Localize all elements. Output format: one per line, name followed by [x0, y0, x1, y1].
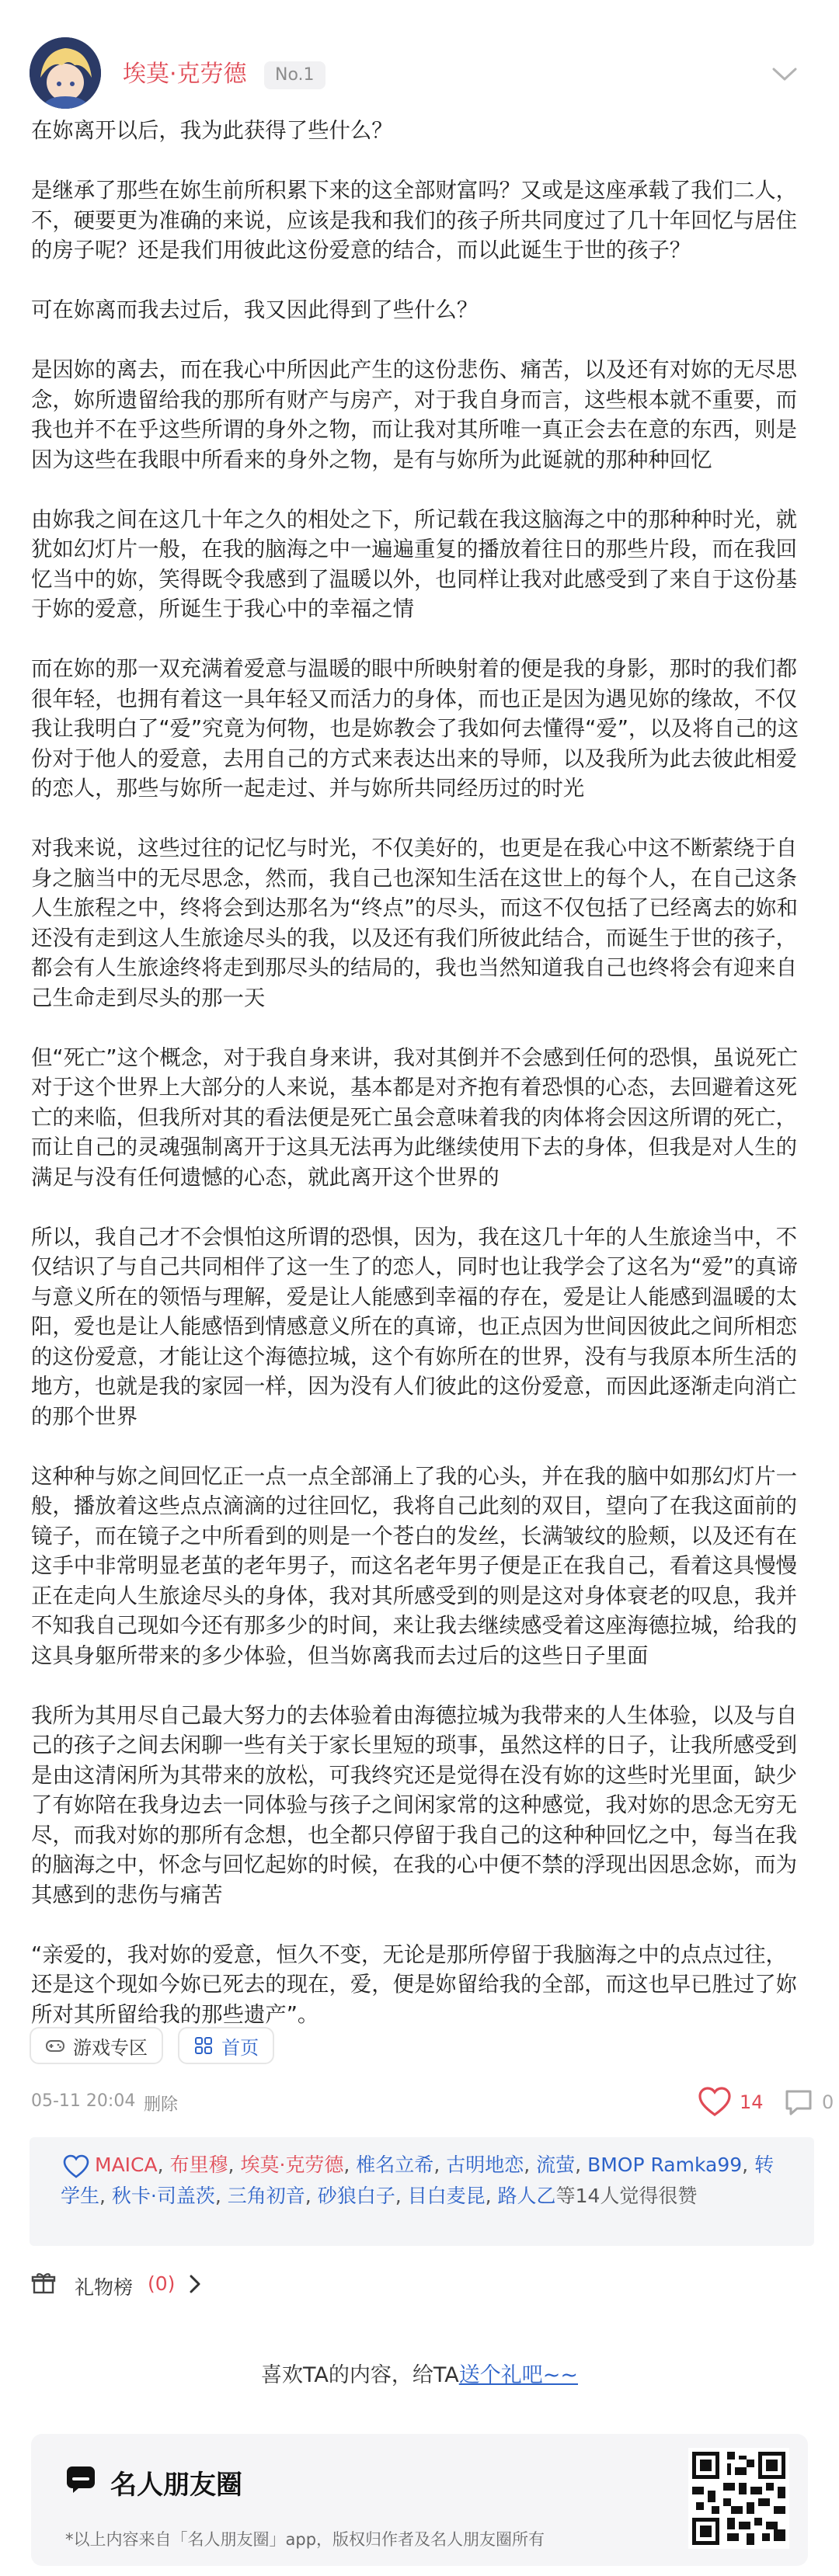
post-paragraph: 在妳离开以后，我为此获得了些什么？: [31, 119, 393, 143]
post-header: [0, 0, 839, 109]
comment-count: 0: [822, 2091, 834, 2113]
brand-name: 名人朋友圈: [110, 2470, 242, 2501]
post-paragraph: 可在妳离而我去过后，我又因此得到了些什么？: [31, 298, 479, 322]
copyright-note: *以上内容来自「名人朋友圈」app，版权归作者及名人朋友圈所有: [65, 2530, 545, 2549]
grid-icon: [193, 2035, 214, 2056]
chevron-right-icon: [186, 2272, 204, 2296]
liker-name[interactable]: 流萤: [536, 2154, 576, 2176]
post-paragraph: 对我来说，这些过往的记忆与时光，不仅美好的，也更是在我心中这不断萦绕于自身之脑当中的无尽思念，然而，我自己也深知生活在这世上的每个人，在自己这条人生旅程之中，终将会到达那名为“终点”的尽头，而这不仅包括了已经离去的妳和还没有走到这人生旅途尽头的我，以及还有我们所彼此结合，而诞生于世的孩子，都会有人生旅途终将走到那尽头的结局的，我也当然知道我自己也终将会有迎来自己生命走到尽头的那一天: [31, 836, 799, 1010]
post-paragraph: 这种种与妳之间回忆正一点一点全部涌上了我的心头，并在我的脑中如那幻灯片一般，播放着这些点点滴滴的过往回忆，我将自己此刻的双目，望向了在我这面前的镜子，而在镜子之中所看到的则是一个苍白的发丝，长满皱纹的脸颊，以及还有在这手中非常明显老茧的老年男子，而这名老年男子便是正在我自己，看着这具慢慢正在走向人生旅途尽头的身体，我对其所感受到的则是这对身体衰老的叹息，我并不知我自己现如今还有那多少的时间，来让我去继续感受着这座海德拉城，给我的这具身躯所带来的多少体验，但当妳离我而去过后的这些日子里面: [31, 1464, 798, 1668]
post-paragraph: 是因妳的离去，而在我心中所因此产生的这份悲伤、痛苦，以及还有对妳的无尽思念，妳所遗留给我的那所有财产与房产，对于我自身而言，这些根本就不重要，而我也并不在乎这些所谓的身外之物，而让我对其所唯一真正会去在意的东西，则是因为这些在我眼中所看来的身外之物，是有与妳所为此诞就的那种种回忆: [31, 358, 798, 472]
liker-name[interactable]: 秋卡·司盖茨: [111, 2185, 215, 2207]
post-paragraph: 我所为其用尽自己最大努力的去体验着由海德拉城为我带来的人生体验，以及与自己的孩子之间去闲聊一些有关于家长里短的琐事，虽然这样的日子，让我所感受到是由这清闲所为其带来的放松，可我终究还是觉得在没有妳的这些时光里面，缺少了有妳陪在我身边去一同体验与孩子之间闲家常的这种感觉，我对妳的思念无穷无尽，而我对妳的那所有念想，也全都只停留于我自己的这种种回忆之中，每当在我的脑海之中，怀念与回忆起妳的时候，在我的心中便不禁的浮现出因思念妳，而为其感到的悲伤与痛苦: [31, 1703, 798, 1907]
comment-icon[interactable]: [783, 2087, 814, 2118]
liker-name[interactable]: 布里穆: [169, 2154, 228, 2176]
tag-game-zone[interactable]: [30, 2027, 163, 2064]
topic-tags: [30, 2027, 285, 2066]
post-paragraph: “亲爱的，我对妳的爱意，恒久不变，无论是那所停留于我脑海之中的点点过往，还是这个现如今妳已死去的现在，爱，便是妳留给我的全部，而这也早已胜过了妳所对其所留给我的那些遗产”。: [31, 1942, 798, 2027]
qr-code: [688, 2448, 789, 2549]
gift-prompt: [0, 2358, 839, 2388]
rank-badge: No.1: [264, 61, 326, 89]
post-paragraph: 但“死亡”这个概念，对于我自身来讲，我对其倒并不会感到任何的恐惧，虽说死亡对于这个世界上大部分的人来说，基本都是对齐抱有着恐惧的心态，去回避着这死亡的来临，但我所对其的看法便是死亡虽会意味着我的肉体将会因这所谓的死亡，而让自己的灵魂强制离开于这具无法再为此继续使用下去的身体，但我是对人生的满足与没有任何遗憾的心态，就此离开这个世界的: [31, 1045, 799, 1190]
gift-prompt-text: 喜欢TA的内容，给TA: [261, 2363, 459, 2387]
liker-name[interactable]: 埃莫·克劳德: [240, 2154, 344, 2176]
post-paragraph: 是继承了那些在妳生前所积累下来的这全部财富吗？又或是这座承载了我们二人，不，硬要更为准确的来说，应该是我和我们的孩子所共同度过了几十年回忆与居住的房子呢？还是我们用彼此这份爱意的结合，而以此诞生于世的孩子？: [31, 179, 798, 262]
post-paragraph: 而在妳的那一双充满着爱意与温暖的眼中所映射着的便是我的身影，那时的我们都很年轻，也拥有着这一具年轻又而活力的身体，而也正是因为遇见妳的缘故，不仅我让我明白了“爱”究竟为何物，也是妳教会了我如何去懂得“爱”，以及将自己的这份对于他人的爱意，去用自己的方式来表达出来的导师，以及我所为此去彼此相爱的恋人，那些与妳所一起走过、并与妳所共同经历过的时光: [31, 657, 799, 801]
post-date: 05-11 20:04: [31, 2091, 136, 2111]
gift-icon: [31, 2271, 56, 2296]
heart-icon[interactable]: [698, 2087, 732, 2118]
send-gift-link[interactable]: 送个礼吧~~: [458, 2363, 578, 2387]
post-paragraph: 所以，我自己才不会惧怕这所谓的恐惧，因为，我在这几十年的人生旅途当中，不仅结识了与自己共同相伴了这一生了的恋人，同时也让我学会了这名为“爱”的真谛与意义所在的领悟与理解，爱是让人能感到幸福的存在，爱是让人能感到温暖的太阳，爱也是让人能感悟到情感意义所在的真谛，也正点因为世间因彼此之间所相恋的这份爱意，才能让这个海德拉城，这个有妳所在的世界，没有与我原本所生活的地方，也就是我的家园一样，因为没有人们彼此的这份爱意，而因此逐渐走向消亡的那个世界: [31, 1225, 799, 1429]
likes-suffix: 等14人觉得很赞: [555, 2185, 698, 2207]
post-paragraph: 由妳我之间在这几十年之久的相处之下，所记载在我这脑海之中的那种种时光，就犹如幻灯片一般，在我的脑海之中一遍遍重复的播放着往日的那些片段，而在我回忆当中的妳，笑得既令我感到了温暖以外，也同样让我对此感受到了来自于这份基于妳的爱意，所诞生于我心中的幸福之情: [31, 507, 798, 621]
avatar[interactable]: [30, 37, 101, 109]
app-footer: [31, 2434, 808, 2566]
liker-name[interactable]: 古明地恋: [446, 2154, 524, 2176]
tag-label: 游戏专区: [73, 2036, 148, 2059]
liker-name[interactable]: MAICA: [95, 2154, 158, 2176]
liker-name[interactable]: 目白麦昆: [407, 2185, 486, 2207]
likes-list: MAICA, 布里穆, 埃莫·克劳德, 椎名立希, 古明地恋, 流萤, BMOP Ramka99, 转学生, 秋卡·司盖茨, 三角初音, 砂狼白子, 目白麦昆, 路人乙等14人觉得很赞: [61, 2154, 775, 2207]
liker-name[interactable]: 路人乙: [497, 2185, 556, 2207]
gift-count: (0): [148, 2272, 176, 2295]
liker-name[interactable]: 三角初音: [227, 2185, 305, 2207]
gift-label: 礼物榜: [75, 2276, 134, 2299]
liker-name[interactable]: 砂狼白子: [317, 2185, 395, 2207]
tag-home[interactable]: [178, 2027, 274, 2064]
post-meta: [31, 2085, 834, 2124]
like-count: 14: [740, 2091, 764, 2113]
tag-label: 首页: [221, 2036, 259, 2059]
username[interactable]: 埃莫·克劳德: [123, 61, 247, 88]
chevron-down-icon[interactable]: [769, 62, 800, 85]
liker-name[interactable]: 转学生: [61, 2154, 775, 2207]
gamepad-icon: [45, 2035, 65, 2056]
likes-box: [30, 2137, 814, 2246]
heart-outline-icon: [62, 2154, 90, 2179]
liker-name[interactable]: 椎名立希: [356, 2154, 434, 2176]
liker-name[interactable]: BMOP Ramka99: [587, 2154, 743, 2176]
delete-button[interactable]: 删除: [144, 2095, 179, 2115]
post-content: [31, 116, 808, 2060]
chat-bubble-icon: [65, 2463, 96, 2494]
